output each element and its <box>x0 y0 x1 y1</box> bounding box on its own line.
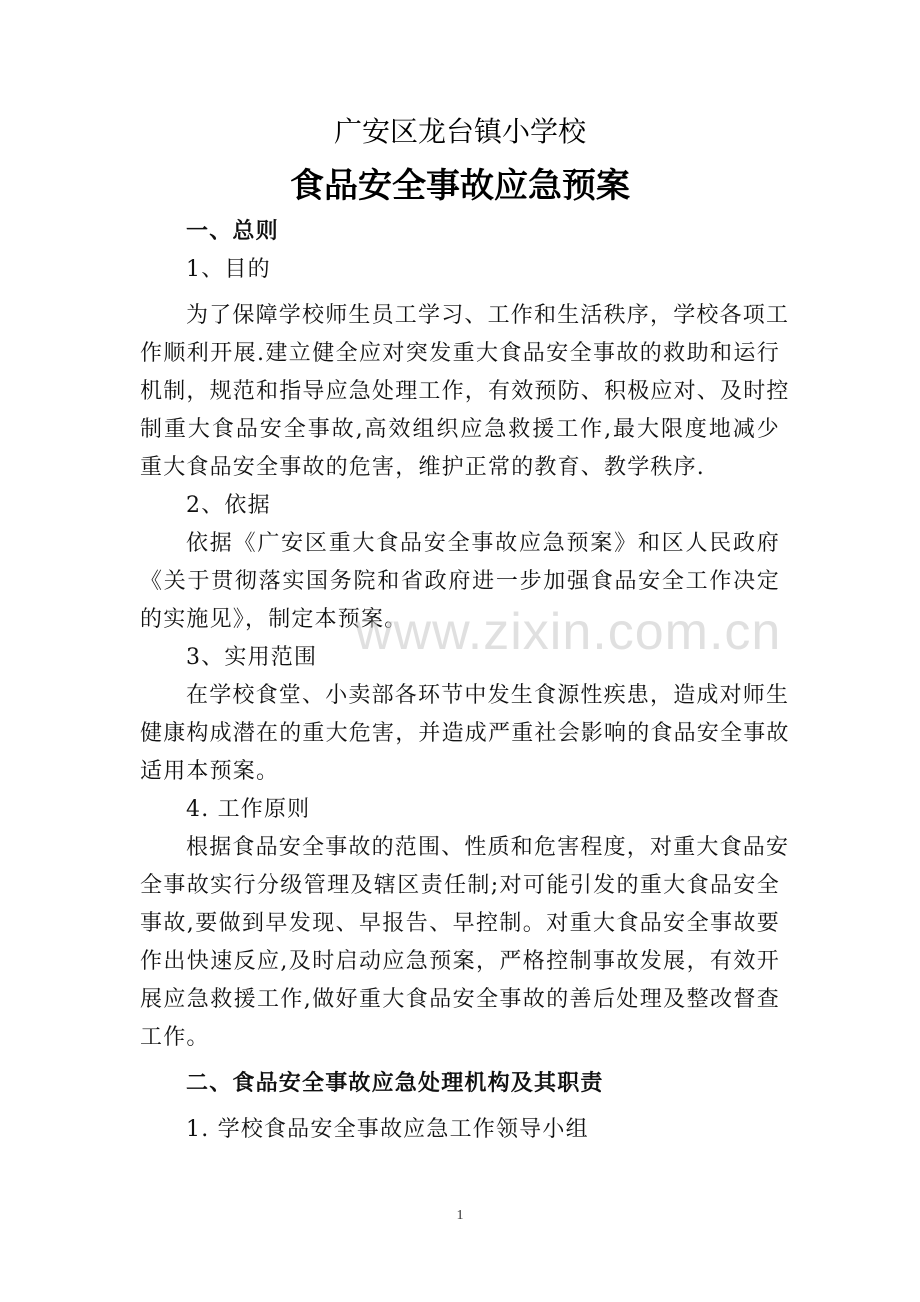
paragraph-line: 展应急救援工作,做好重大食品安全事故的善后处理及整改督查 <box>140 987 780 1012</box>
paragraph-line: 制重大食品安全事故,高效组织应急救援工作,最大限度地减少 <box>140 417 780 442</box>
document-body <box>140 213 790 1149</box>
paragraph-line: 适用本预案。 <box>140 759 280 784</box>
subheading-scope: 3、实用范围 <box>186 645 318 670</box>
subheading-purpose: 1、目的 <box>186 257 271 282</box>
paragraph-line: 为了保障学校师生员工学习、工作和生活秩序，学校各项工 <box>186 303 790 328</box>
school-name-title: 广安区龙台镇小学校 <box>333 115 586 148</box>
paragraph-line: 在学校食堂、小卖部各环节中发生食源性疾患，造成对师生 <box>186 683 790 708</box>
watermark: www.zixin.com.cn <box>355 603 782 661</box>
paragraph-line: 的实施见》，制定本预案。 <box>140 607 408 632</box>
section-heading-general: 一、总则 <box>186 219 279 244</box>
page-number: 1 <box>456 1208 464 1223</box>
subheading-leadership-group: 1. 学校食品安全事故应急工作领导小组 <box>186 1117 589 1142</box>
paragraph-line: 根据食品安全事故的范围、性质和危害程度，对重大食品安 <box>186 835 790 860</box>
paragraph-line: 重大食品安全事故的危害，维护正常的教育、教学秩序. <box>140 455 705 480</box>
paragraph-line: 《关于贯彻落实国务院和省政府进一步加强食品安全工作决定 <box>140 569 780 594</box>
paragraph-line: 工作。 <box>140 1025 210 1050</box>
subheading-principles: 4. 工作原则 <box>186 797 311 822</box>
paragraph-line: 作出快速反应,及时启动应急预案，严格控制事故发展，有效开 <box>140 949 780 974</box>
plan-title: 食品安全事故应急预案 <box>290 166 630 206</box>
paragraph-line: 全事故实行分级管理及辖区责任制;对可能引发的重大食品安全 <box>140 873 780 898</box>
paragraph-line: 健康构成潜在的重大危害，并造成严重社会影响的食品安全事故 <box>140 721 790 746</box>
paragraph-line: 机制，规范和指导应急处理工作，有效预防、积极应对、及时控 <box>140 379 790 404</box>
paragraph-line: 事故,要做到早发现、早报告、早控制。对重大食品安全事故要 <box>140 911 780 936</box>
subheading-basis: 2、依据 <box>186 493 271 518</box>
paragraph-line: 作顺利开展.建立健全应对突发重大食品安全事故的救助和运行 <box>140 341 780 366</box>
section-heading-organization: 二、食品安全事故应急处理机构及其职责 <box>186 1071 604 1096</box>
paragraph-line: 依据《广安区重大食品安全事故应急预案》和区人民政府 <box>186 531 780 556</box>
